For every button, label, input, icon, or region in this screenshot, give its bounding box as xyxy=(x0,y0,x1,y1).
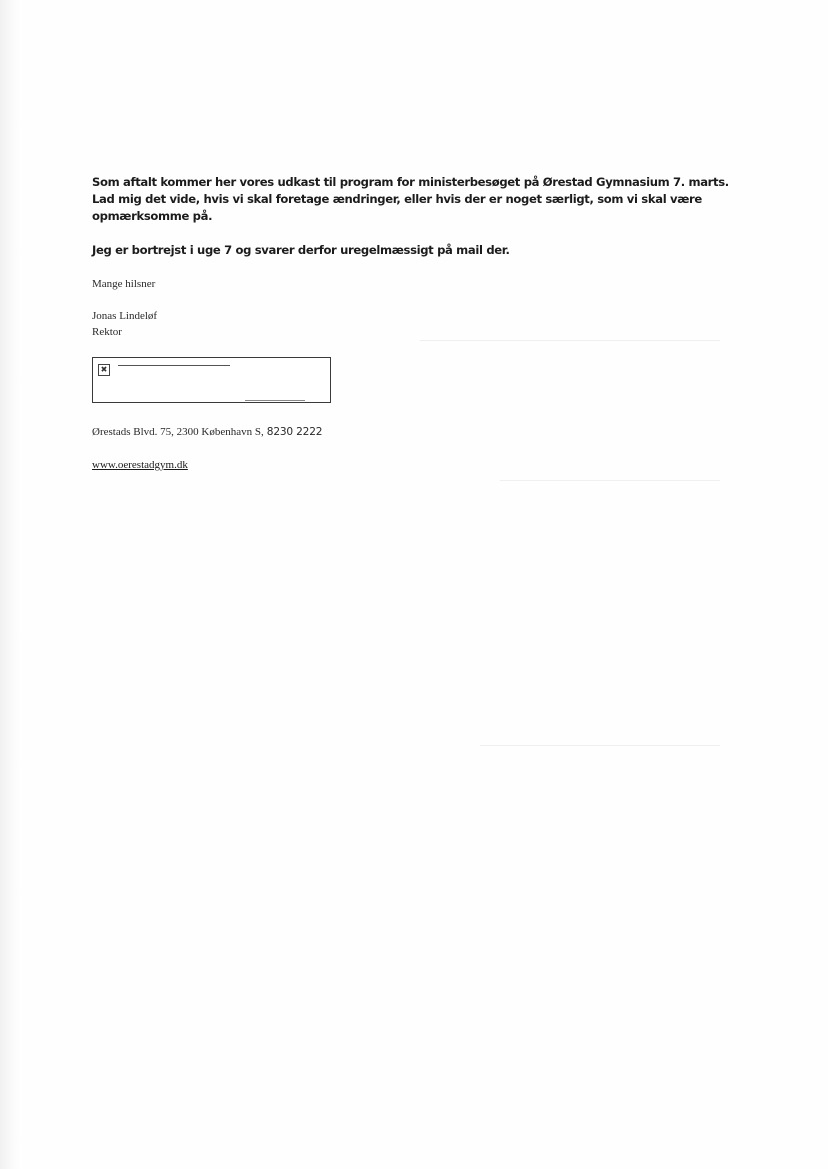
broken-image-icon: ✖ xyxy=(98,364,110,376)
closing-greeting: Mange hilsner xyxy=(92,278,156,290)
contact-address: Ørestads Blvd. 75, 2300 København S, xyxy=(92,426,264,438)
contact-phone: 8230 2222 xyxy=(266,426,323,438)
contact-line xyxy=(92,424,322,440)
scan-artifact xyxy=(480,745,720,746)
scan-edge-shadow xyxy=(0,0,22,1169)
signature-title: Rektor xyxy=(92,326,122,338)
scan-artifact xyxy=(420,340,720,341)
website-link[interactable]: www.oerestadgym.dk xyxy=(92,459,188,471)
signature-name: Jonas Lindeløf xyxy=(92,310,158,322)
logo-placeholder xyxy=(92,357,331,403)
logo-divider xyxy=(118,365,230,366)
scan-artifact xyxy=(500,480,720,481)
letter-paragraph-2: Jeg er bortrejst i uge 7 og svarer derfor uregelmæssigt på mail der. xyxy=(92,243,510,257)
logo-divider xyxy=(245,400,305,401)
letter-paragraph-1: Som aftalt kommer her vores udkast til program for ministerbesøget på Ørestad Gymnasium 7. marts. Lad mig det vide, hvis vi skal foretage ændringer, eller hvis der er noget særligt, som vi skal være opmærksomme på. xyxy=(92,175,729,223)
